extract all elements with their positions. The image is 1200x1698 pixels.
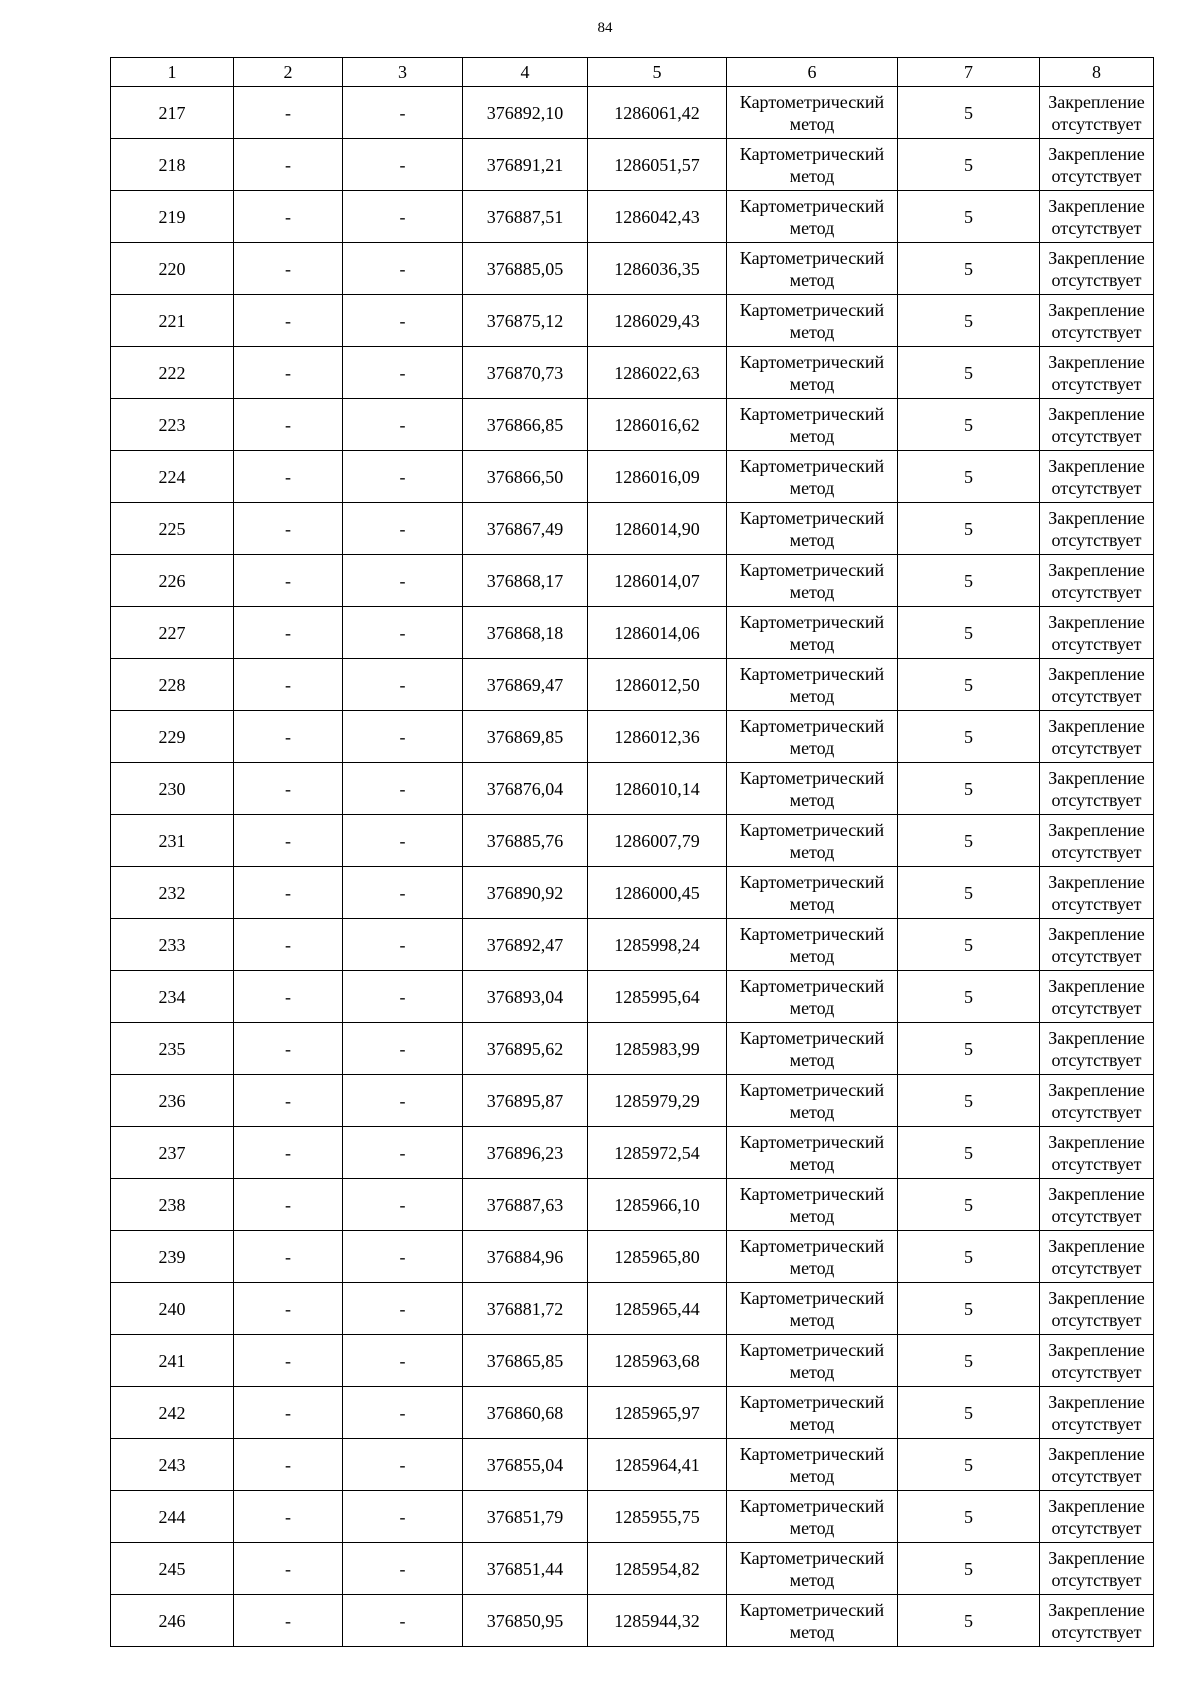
point-number-cell: 241 (111, 1335, 234, 1387)
point-number-cell: 218 (111, 139, 234, 191)
column-2-cell: - (234, 191, 343, 243)
point-number-cell: 234 (111, 971, 234, 1023)
y-coordinate-cell: 1285965,80 (588, 1231, 727, 1283)
column-2-cell: - (234, 971, 343, 1023)
column-2-cell: - (234, 1283, 343, 1335)
table-row (111, 1439, 1154, 1491)
accuracy-cell: 5 (898, 191, 1040, 243)
method-cell: Картометрический метод (727, 555, 898, 607)
column-2-cell: - (234, 1075, 343, 1127)
x-coordinate-cell: 376891,21 (463, 139, 588, 191)
fixing-cell: Закрепление отсутствует (1040, 815, 1154, 867)
x-coordinate-cell: 376892,10 (463, 87, 588, 139)
accuracy-cell: 5 (898, 1595, 1040, 1647)
method-cell: Картометрический метод (727, 971, 898, 1023)
y-coordinate-cell: 1285998,24 (588, 919, 727, 971)
column-header: 2 (234, 58, 343, 87)
table-body (111, 87, 1154, 1647)
column-3-cell: - (343, 1023, 463, 1075)
accuracy-cell: 5 (898, 1023, 1040, 1075)
accuracy-cell: 5 (898, 763, 1040, 815)
accuracy-cell: 5 (898, 451, 1040, 503)
y-coordinate-cell: 1285964,41 (588, 1439, 727, 1491)
fixing-cell: Закрепление отсутствует (1040, 919, 1154, 971)
fixing-cell: Закрепление отсутствует (1040, 1231, 1154, 1283)
table-row (111, 867, 1154, 919)
column-2-cell: - (234, 1387, 343, 1439)
y-coordinate-cell: 1286014,07 (588, 555, 727, 607)
accuracy-cell: 5 (898, 87, 1040, 139)
column-3-cell: - (343, 243, 463, 295)
x-coordinate-cell: 376868,18 (463, 607, 588, 659)
accuracy-cell: 5 (898, 867, 1040, 919)
accuracy-cell: 5 (898, 1543, 1040, 1595)
fixing-cell: Закрепление отсутствует (1040, 503, 1154, 555)
point-number-cell: 236 (111, 1075, 234, 1127)
column-3-cell: - (343, 763, 463, 815)
method-cell: Картометрический метод (727, 139, 898, 191)
fixing-cell: Закрепление отсутствует (1040, 399, 1154, 451)
table-row (111, 711, 1154, 763)
point-number-cell: 224 (111, 451, 234, 503)
column-3-cell: - (343, 503, 463, 555)
column-3-cell: - (343, 1543, 463, 1595)
x-coordinate-cell: 376851,79 (463, 1491, 588, 1543)
column-3-cell: - (343, 399, 463, 451)
fixing-cell: Закрепление отсутствует (1040, 347, 1154, 399)
y-coordinate-cell: 1286036,35 (588, 243, 727, 295)
fixing-cell: Закрепление отсутствует (1040, 659, 1154, 711)
y-coordinate-cell: 1285944,32 (588, 1595, 727, 1647)
table-row (111, 919, 1154, 971)
column-3-cell: - (343, 1387, 463, 1439)
method-cell: Картометрический метод (727, 1439, 898, 1491)
y-coordinate-cell: 1286007,79 (588, 815, 727, 867)
fixing-cell: Закрепление отсутствует (1040, 1387, 1154, 1439)
column-2-cell: - (234, 763, 343, 815)
table-row (111, 243, 1154, 295)
column-header: 1 (111, 58, 234, 87)
fixing-cell: Закрепление отсутствует (1040, 711, 1154, 763)
x-coordinate-cell: 376870,73 (463, 347, 588, 399)
y-coordinate-cell: 1286014,06 (588, 607, 727, 659)
fixing-cell: Закрепление отсутствует (1040, 867, 1154, 919)
column-2-cell: - (234, 451, 343, 503)
column-3-cell: - (343, 555, 463, 607)
column-3-cell: - (343, 1075, 463, 1127)
point-number-cell: 222 (111, 347, 234, 399)
accuracy-cell: 5 (898, 1179, 1040, 1231)
method-cell: Картометрический метод (727, 87, 898, 139)
accuracy-cell: 5 (898, 711, 1040, 763)
x-coordinate-cell: 376867,49 (463, 503, 588, 555)
x-coordinate-cell: 376887,51 (463, 191, 588, 243)
x-coordinate-cell: 376887,63 (463, 1179, 588, 1231)
column-3-cell: - (343, 1491, 463, 1543)
fixing-cell: Закрепление отсутствует (1040, 1543, 1154, 1595)
accuracy-cell: 5 (898, 815, 1040, 867)
method-cell: Картометрический метод (727, 763, 898, 815)
fixing-cell: Закрепление отсутствует (1040, 1439, 1154, 1491)
point-number-cell: 246 (111, 1595, 234, 1647)
column-header: 6 (727, 58, 898, 87)
point-number-cell: 242 (111, 1387, 234, 1439)
fixing-cell: Закрепление отсутствует (1040, 1023, 1154, 1075)
table-row (111, 815, 1154, 867)
accuracy-cell: 5 (898, 659, 1040, 711)
column-3-cell: - (343, 815, 463, 867)
column-3-cell: - (343, 1179, 463, 1231)
point-number-cell: 227 (111, 607, 234, 659)
accuracy-cell: 5 (898, 1075, 1040, 1127)
accuracy-cell: 5 (898, 139, 1040, 191)
column-2-cell: - (234, 815, 343, 867)
accuracy-cell: 5 (898, 1231, 1040, 1283)
column-3-cell: - (343, 867, 463, 919)
accuracy-cell: 5 (898, 1491, 1040, 1543)
y-coordinate-cell: 1285966,10 (588, 1179, 727, 1231)
y-coordinate-cell: 1285983,99 (588, 1023, 727, 1075)
table-row (111, 1595, 1154, 1647)
accuracy-cell: 5 (898, 503, 1040, 555)
column-2-cell: - (234, 139, 343, 191)
table-row (111, 971, 1154, 1023)
column-2-cell: - (234, 711, 343, 763)
accuracy-cell: 5 (898, 399, 1040, 451)
column-3-cell: - (343, 1439, 463, 1491)
y-coordinate-cell: 1285995,64 (588, 971, 727, 1023)
fixing-cell: Закрепление отсутствует (1040, 763, 1154, 815)
column-2-cell: - (234, 347, 343, 399)
table-row (111, 451, 1154, 503)
point-number-cell: 219 (111, 191, 234, 243)
accuracy-cell: 5 (898, 1335, 1040, 1387)
accuracy-cell: 5 (898, 243, 1040, 295)
x-coordinate-cell: 376895,87 (463, 1075, 588, 1127)
column-2-cell: - (234, 1179, 343, 1231)
column-3-cell: - (343, 1231, 463, 1283)
column-3-cell: - (343, 659, 463, 711)
column-2-cell: - (234, 867, 343, 919)
table-row (111, 1387, 1154, 1439)
y-coordinate-cell: 1285954,82 (588, 1543, 727, 1595)
x-coordinate-cell: 376865,85 (463, 1335, 588, 1387)
table-row (111, 1335, 1154, 1387)
table-row (111, 1231, 1154, 1283)
column-2-cell: - (234, 295, 343, 347)
x-coordinate-cell: 376850,95 (463, 1595, 588, 1647)
method-cell: Картометрический метод (727, 243, 898, 295)
x-coordinate-cell: 376896,23 (463, 1127, 588, 1179)
point-number-cell: 221 (111, 295, 234, 347)
column-2-cell: - (234, 243, 343, 295)
fixing-cell: Закрепление отсутствует (1040, 971, 1154, 1023)
table-row (111, 295, 1154, 347)
x-coordinate-cell: 376885,05 (463, 243, 588, 295)
point-number-cell: 226 (111, 555, 234, 607)
accuracy-cell: 5 (898, 1439, 1040, 1491)
y-coordinate-cell: 1286014,90 (588, 503, 727, 555)
table-header-row (111, 58, 1154, 87)
table-row (111, 555, 1154, 607)
point-number-cell: 220 (111, 243, 234, 295)
x-coordinate-cell: 376875,12 (463, 295, 588, 347)
point-number-cell: 238 (111, 1179, 234, 1231)
x-coordinate-cell: 376876,04 (463, 763, 588, 815)
accuracy-cell: 5 (898, 295, 1040, 347)
column-header: 8 (1040, 58, 1154, 87)
x-coordinate-cell: 376855,04 (463, 1439, 588, 1491)
method-cell: Картометрический метод (727, 867, 898, 919)
method-cell: Картометрический метод (727, 711, 898, 763)
table-row (111, 503, 1154, 555)
table-row (111, 1491, 1154, 1543)
x-coordinate-cell: 376892,47 (463, 919, 588, 971)
fixing-cell: Закрепление отсутствует (1040, 87, 1154, 139)
fixing-cell: Закрепление отсутствует (1040, 191, 1154, 243)
table-row (111, 1543, 1154, 1595)
column-2-cell: - (234, 1023, 343, 1075)
point-number-cell: 228 (111, 659, 234, 711)
y-coordinate-cell: 1285965,97 (588, 1387, 727, 1439)
point-number-cell: 235 (111, 1023, 234, 1075)
column-header: 5 (588, 58, 727, 87)
y-coordinate-cell: 1286029,43 (588, 295, 727, 347)
point-number-cell: 245 (111, 1543, 234, 1595)
point-number-cell: 243 (111, 1439, 234, 1491)
table-row (111, 659, 1154, 711)
column-3-cell: - (343, 87, 463, 139)
method-cell: Картометрический метод (727, 451, 898, 503)
method-cell: Картометрический метод (727, 1595, 898, 1647)
fixing-cell: Закрепление отсутствует (1040, 1595, 1154, 1647)
column-2-cell: - (234, 1491, 343, 1543)
column-2-cell: - (234, 1231, 343, 1283)
method-cell: Картометрический метод (727, 1283, 898, 1335)
coordinates-table (110, 57, 1154, 1647)
accuracy-cell: 5 (898, 1127, 1040, 1179)
accuracy-cell: 5 (898, 555, 1040, 607)
y-coordinate-cell: 1286010,14 (588, 763, 727, 815)
x-coordinate-cell: 376851,44 (463, 1543, 588, 1595)
point-number-cell: 217 (111, 87, 234, 139)
column-2-cell: - (234, 503, 343, 555)
fixing-cell: Закрепление отсутствует (1040, 1179, 1154, 1231)
table-row (111, 1283, 1154, 1335)
x-coordinate-cell: 376895,62 (463, 1023, 588, 1075)
accuracy-cell: 5 (898, 919, 1040, 971)
method-cell: Картометрический метод (727, 1023, 898, 1075)
y-coordinate-cell: 1286016,62 (588, 399, 727, 451)
point-number-cell: 232 (111, 867, 234, 919)
x-coordinate-cell: 376890,92 (463, 867, 588, 919)
column-3-cell: - (343, 191, 463, 243)
y-coordinate-cell: 1286022,63 (588, 347, 727, 399)
method-cell: Картометрический метод (727, 503, 898, 555)
column-3-cell: - (343, 1283, 463, 1335)
point-number-cell: 233 (111, 919, 234, 971)
fixing-cell: Закрепление отсутствует (1040, 1491, 1154, 1543)
column-3-cell: - (343, 451, 463, 503)
column-3-cell: - (343, 919, 463, 971)
point-number-cell: 244 (111, 1491, 234, 1543)
y-coordinate-cell: 1286012,36 (588, 711, 727, 763)
column-3-cell: - (343, 295, 463, 347)
fixing-cell: Закрепление отсутствует (1040, 1127, 1154, 1179)
table-row (111, 1075, 1154, 1127)
method-cell: Картометрический метод (727, 1335, 898, 1387)
point-number-cell: 237 (111, 1127, 234, 1179)
table-row (111, 763, 1154, 815)
y-coordinate-cell: 1286012,50 (588, 659, 727, 711)
y-coordinate-cell: 1286000,45 (588, 867, 727, 919)
column-2-cell: - (234, 1439, 343, 1491)
y-coordinate-cell: 1285963,68 (588, 1335, 727, 1387)
column-2-cell: - (234, 1127, 343, 1179)
y-coordinate-cell: 1285972,54 (588, 1127, 727, 1179)
accuracy-cell: 5 (898, 347, 1040, 399)
table-row (111, 347, 1154, 399)
method-cell: Картометрический метод (727, 1543, 898, 1595)
method-cell: Картометрический метод (727, 1075, 898, 1127)
column-2-cell: - (234, 607, 343, 659)
y-coordinate-cell: 1285955,75 (588, 1491, 727, 1543)
table-row (111, 87, 1154, 139)
x-coordinate-cell: 376866,50 (463, 451, 588, 503)
page-number: 84 (597, 20, 613, 36)
point-number-cell: 231 (111, 815, 234, 867)
column-3-cell: - (343, 607, 463, 659)
point-number-cell: 229 (111, 711, 234, 763)
y-coordinate-cell: 1286016,09 (588, 451, 727, 503)
table-row (111, 399, 1154, 451)
accuracy-cell: 5 (898, 1387, 1040, 1439)
method-cell: Картометрический метод (727, 347, 898, 399)
method-cell: Картометрический метод (727, 1179, 898, 1231)
point-number-cell: 230 (111, 763, 234, 815)
x-coordinate-cell: 376885,76 (463, 815, 588, 867)
x-coordinate-cell: 376860,68 (463, 1387, 588, 1439)
fixing-cell: Закрепление отсутствует (1040, 139, 1154, 191)
fixing-cell: Закрепление отсутствует (1040, 555, 1154, 607)
method-cell: Картометрический метод (727, 607, 898, 659)
method-cell: Картометрический метод (727, 1387, 898, 1439)
x-coordinate-cell: 376868,17 (463, 555, 588, 607)
accuracy-cell: 5 (898, 971, 1040, 1023)
table-row (111, 607, 1154, 659)
accuracy-cell: 5 (898, 607, 1040, 659)
table-row (111, 191, 1154, 243)
x-coordinate-cell: 376893,04 (463, 971, 588, 1023)
column-2-cell: - (234, 555, 343, 607)
column-3-cell: - (343, 347, 463, 399)
column-3-cell: - (343, 971, 463, 1023)
column-2-cell: - (234, 1543, 343, 1595)
y-coordinate-cell: 1286061,42 (588, 87, 727, 139)
method-cell: Картометрический метод (727, 919, 898, 971)
point-number-cell: 223 (111, 399, 234, 451)
point-number-cell: 240 (111, 1283, 234, 1335)
method-cell: Картометрический метод (727, 659, 898, 711)
table-row (111, 1023, 1154, 1075)
fixing-cell: Закрепление отсутствует (1040, 607, 1154, 659)
point-number-cell: 239 (111, 1231, 234, 1283)
column-2-cell: - (234, 919, 343, 971)
y-coordinate-cell: 1285979,29 (588, 1075, 727, 1127)
fixing-cell: Закрепление отсутствует (1040, 451, 1154, 503)
column-2-cell: - (234, 399, 343, 451)
table-row (111, 1127, 1154, 1179)
fixing-cell: Закрепление отсутствует (1040, 1283, 1154, 1335)
column-2-cell: - (234, 1595, 343, 1647)
column-header: 4 (463, 58, 588, 87)
method-cell: Картометрический метод (727, 1491, 898, 1543)
column-3-cell: - (343, 1335, 463, 1387)
column-2-cell: - (234, 87, 343, 139)
column-3-cell: - (343, 1127, 463, 1179)
table-row (111, 1179, 1154, 1231)
x-coordinate-cell: 376869,47 (463, 659, 588, 711)
fixing-cell: Закрепление отсутствует (1040, 1075, 1154, 1127)
point-number-cell: 225 (111, 503, 234, 555)
method-cell: Картометрический метод (727, 1231, 898, 1283)
column-2-cell: - (234, 659, 343, 711)
column-3-cell: - (343, 139, 463, 191)
column-header: 7 (898, 58, 1040, 87)
column-2-cell: - (234, 1335, 343, 1387)
y-coordinate-cell: 1285965,44 (588, 1283, 727, 1335)
column-3-cell: - (343, 1595, 463, 1647)
column-header: 3 (343, 58, 463, 87)
x-coordinate-cell: 376881,72 (463, 1283, 588, 1335)
y-coordinate-cell: 1286042,43 (588, 191, 727, 243)
method-cell: Картометрический метод (727, 191, 898, 243)
fixing-cell: Закрепление отсутствует (1040, 1335, 1154, 1387)
fixing-cell: Закрепление отсутствует (1040, 295, 1154, 347)
method-cell: Картометрический метод (727, 815, 898, 867)
table-row (111, 139, 1154, 191)
x-coordinate-cell: 376869,85 (463, 711, 588, 763)
column-3-cell: - (343, 711, 463, 763)
x-coordinate-cell: 376866,85 (463, 399, 588, 451)
x-coordinate-cell: 376884,96 (463, 1231, 588, 1283)
method-cell: Картометрический метод (727, 295, 898, 347)
method-cell: Картометрический метод (727, 1127, 898, 1179)
y-coordinate-cell: 1286051,57 (588, 139, 727, 191)
accuracy-cell: 5 (898, 1283, 1040, 1335)
fixing-cell: Закрепление отсутствует (1040, 243, 1154, 295)
method-cell: Картометрический метод (727, 399, 898, 451)
